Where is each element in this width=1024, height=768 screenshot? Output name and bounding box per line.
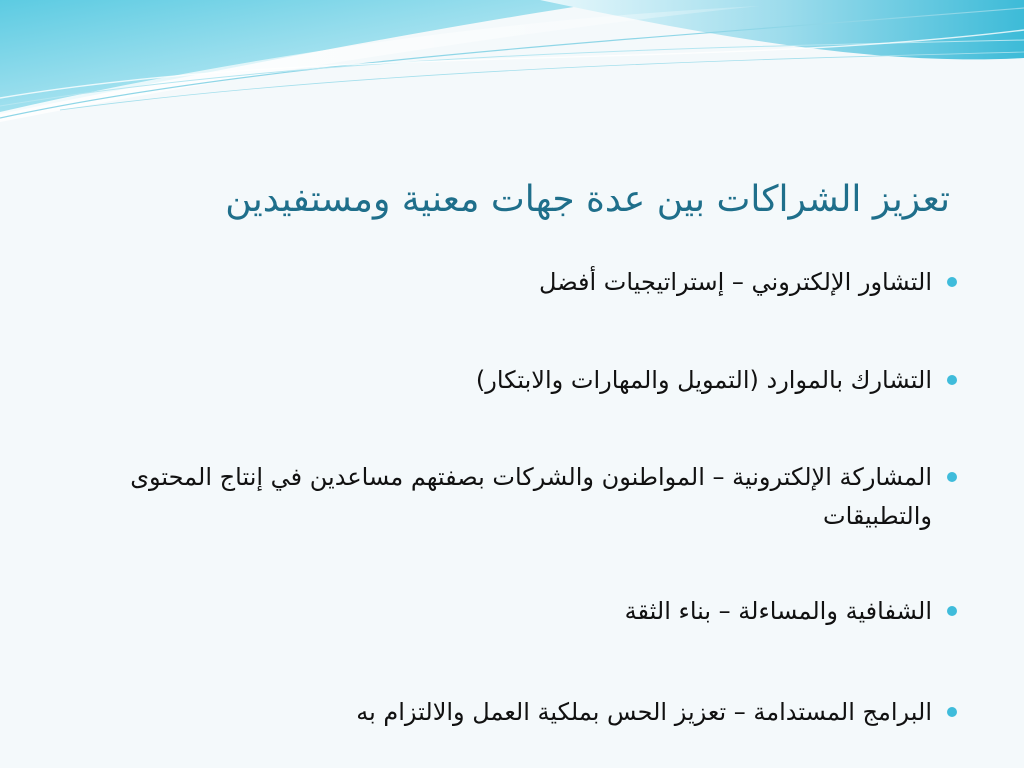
bullet-dot-icon <box>947 277 957 287</box>
bullet-item <box>80 361 960 400</box>
bullet-text: الشفافية والمساءلة – بناء الثقة <box>624 597 932 625</box>
bullet-text: التشاور الإلكتروني – إستراتيجيات أفضل <box>539 268 932 296</box>
bullet-item <box>80 693 960 732</box>
slide-title: تعزيز الشراكات بين عدة جهات معنية ومستفيدين <box>225 179 950 220</box>
bullet-item <box>80 592 960 631</box>
bullet-dot-icon <box>947 707 957 717</box>
bullet-text: المشاركة الإلكترونية – المواطنون والشركات بصفتهم مساعدين في إنتاج المحتوى والتطبيقات <box>130 463 932 530</box>
bullet-dot-icon <box>947 472 957 482</box>
bullet-dot-icon <box>947 606 957 616</box>
bullet-item <box>80 458 960 536</box>
bullet-dot-icon <box>947 375 957 385</box>
bullet-list <box>80 0 960 768</box>
bullet-text: البرامج المستدامة – تعزيز الحس بملكية العمل والالتزام به <box>356 698 932 726</box>
bullet-text: التشارك بالموارد (التمويل والمهارات والابتكار) <box>475 366 932 394</box>
bullet-item <box>80 263 960 302</box>
